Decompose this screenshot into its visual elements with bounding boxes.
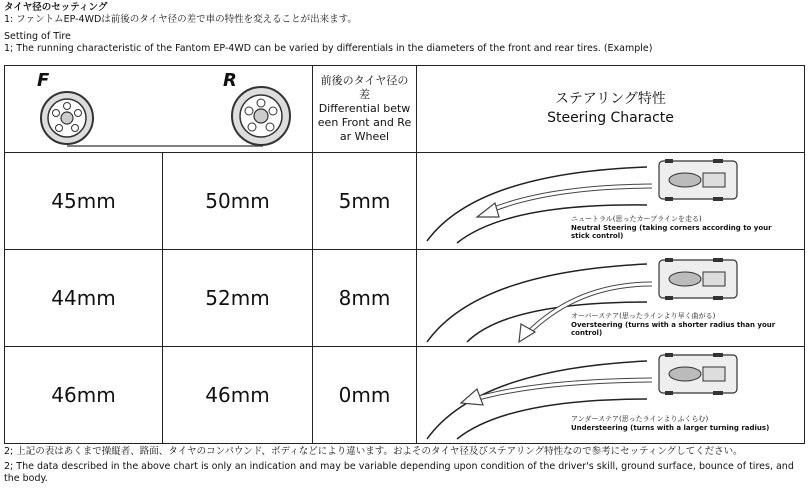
steer-cell: [417, 153, 805, 250]
tire-setting-table: [4, 65, 805, 444]
intro-en: 1; The running characteristic of the Fantom EP-4WD can be varied by differentials in the diameters of the front and rear tires. (Example): [4, 43, 653, 54]
wheels-diagram: [5, 66, 313, 152]
caption-jp: アンダーステア(思ったラインよりふくらむ): [571, 415, 709, 423]
caption-en: Oversteering (turns with a shorter radius than your control): [571, 320, 776, 337]
table-row: [5, 153, 805, 250]
steer-caption: [571, 312, 791, 338]
diff-size: 5mm: [313, 153, 417, 250]
diff-header-en: Differential between Front and Rear Wheel: [317, 102, 412, 143]
steer-cell: [417, 250, 805, 347]
wheels-diagram-cell: [5, 66, 313, 153]
table-row: [5, 250, 805, 347]
steer-cell: [417, 347, 805, 444]
diff-header-cell: [313, 66, 417, 153]
intro-jp: 1: ファントムEP-4WDは前後のタイヤ径の差で車の特性を変えることが出来ます。: [4, 14, 357, 25]
diff-size: 0mm: [313, 347, 417, 444]
caption-en: Understeering (turns with a larger turning radius): [571, 423, 770, 432]
steer-caption: [571, 215, 791, 241]
rc-car-icon: [659, 258, 737, 300]
diff-size: 8mm: [313, 250, 417, 347]
diff-header-jp: 前後のタイヤ径の差: [320, 74, 409, 101]
front-wheel-icon: [41, 92, 93, 144]
rear-size: 52mm: [163, 250, 313, 347]
title-en: Setting of Tire: [4, 31, 71, 42]
front-label: F: [37, 70, 50, 91]
caption-jp: オーバーステア(思ったラインより早く曲がる): [571, 312, 716, 320]
rear-label: R: [223, 70, 237, 91]
front-size: 46mm: [5, 347, 163, 444]
note-jp: 2; 上記の表はあくまで操縦者、路面、タイヤのコンパウンド、ボディなどにより違います。およそのタイヤ径及びステアリング特性なので参考にセッティングしてください。: [4, 446, 743, 457]
caption-jp: ニュートラル(思ったカーブラインを走る): [571, 215, 702, 223]
rear-wheel-icon: [232, 87, 290, 145]
title-jp: タイヤ径のセッティング: [4, 2, 108, 13]
front-size: 44mm: [5, 250, 163, 347]
steer-caption: [571, 415, 801, 432]
front-size: 45mm: [5, 153, 163, 250]
note-en: 2; The data described in the above chart is only an indication and may be variable depending upon condition of the driver's skill, ground surface, bounce of tires, and the body.: [4, 461, 794, 484]
rear-size: 50mm: [163, 153, 313, 250]
steer-header-cell: [417, 66, 805, 153]
table-row: [5, 347, 805, 444]
steer-header-en: Steering Characte: [547, 110, 674, 126]
table-header-row: [5, 66, 805, 153]
rc-car-icon: [659, 353, 737, 395]
steer-header-jp: ステアリング特性: [555, 91, 666, 107]
rear-size: 46mm: [163, 347, 313, 444]
caption-en: Neutral Steering (taking corners according to your stick control): [571, 223, 772, 240]
rc-car-icon: [659, 159, 737, 201]
